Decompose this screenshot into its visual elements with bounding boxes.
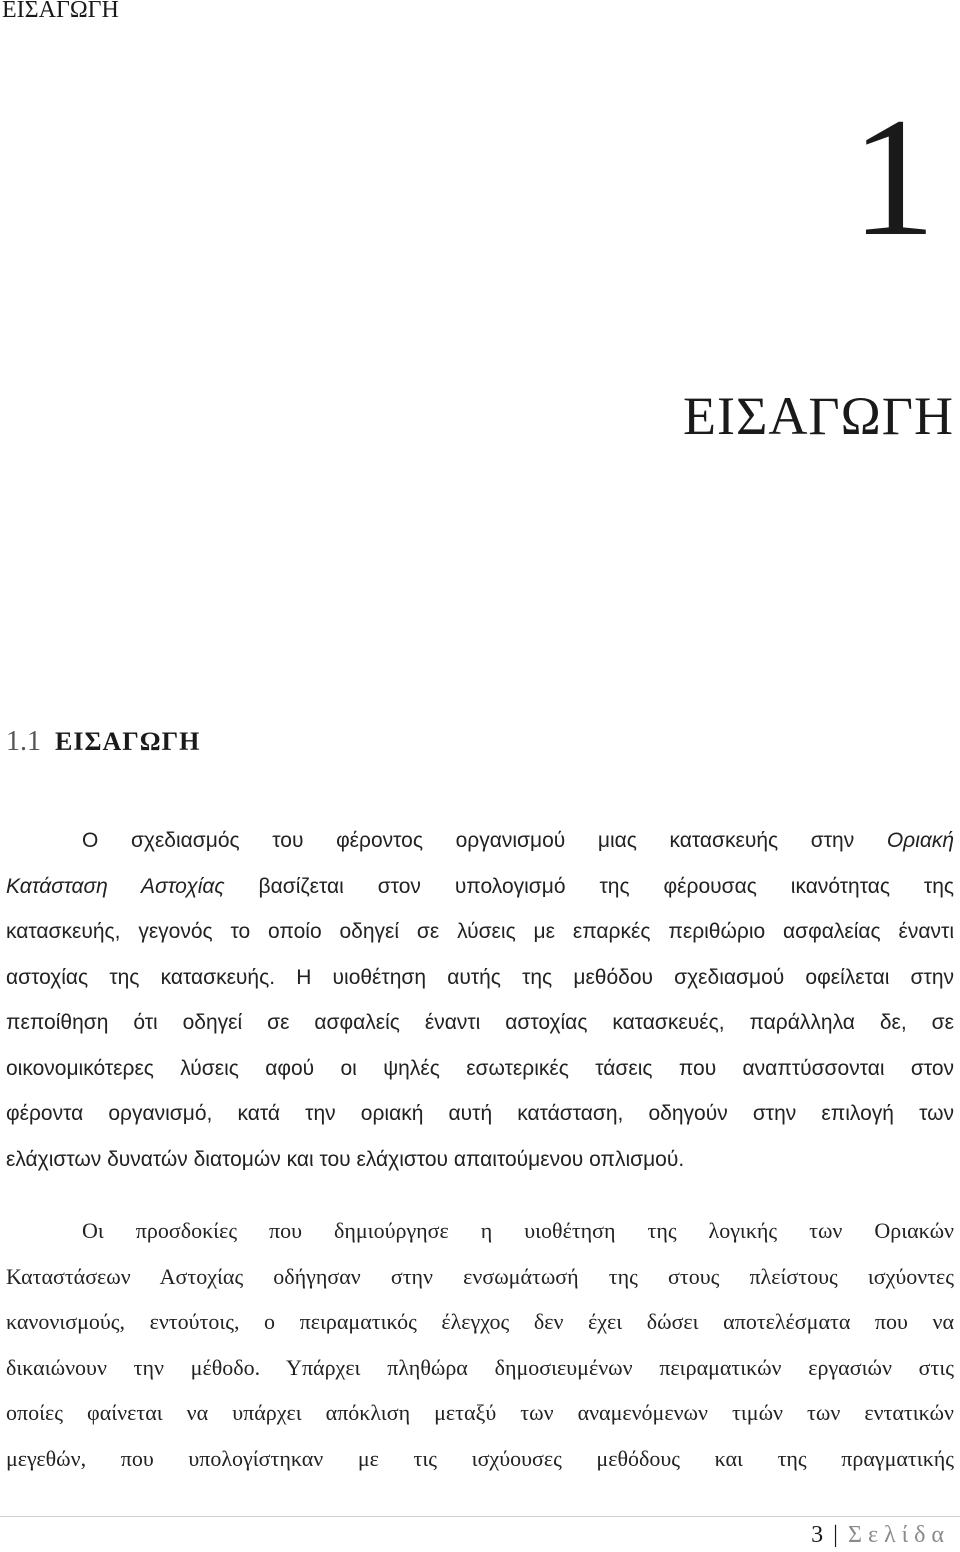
running-header: ΕΙΣΑΓΩΓΗ	[2, 0, 119, 23]
emphasis-text: Κατάσταση Αστοχίας	[6, 874, 225, 898]
paragraph-line	[6, 864, 954, 910]
paragraph-line: ελάχιστων δυνατών διατομών και του ελάχιστου απαιτούμενου οπλισμού.	[6, 1147, 685, 1171]
paragraph-1	[6, 818, 954, 1182]
paragraph-line: κανονισμούς, εντούτοις, ο πειραματικός έλεγχος δεν έχει δώσει αποτελέσματα που να	[6, 1309, 954, 1334]
chapter-title: ΕΙΣΑΓΩΓΗ	[683, 386, 954, 446]
section-heading	[6, 724, 200, 760]
section-number: 1.1	[6, 726, 41, 757]
paragraph-line: δικαιώνουν την μέθοδο. Υπάρχει πληθώρα δημοσιευμένων πειραματικών εργασιών στις	[6, 1354, 954, 1380]
paragraph-line: κατασκευής, γεγονός το οποίο οδηγεί σε λύσεις με επαρκές περιθώριο ασφαλείας έναντι	[6, 920, 954, 943]
paragraph-line: Καταστάσεων Αστοχίας οδήγησαν στην ενσωμάτωσή της στους πλείστους ισχύοντες	[6, 1263, 954, 1289]
page-number: 3	[811, 1522, 824, 1548]
section-title: ΕΙΣΑΓΩΓΗ	[55, 727, 201, 756]
text-run: Οι προσδοκίες που δημιούργησε η υιοθέτηση της λογικής των Οριακών	[82, 1218, 954, 1243]
footer-divider	[0, 1516, 960, 1517]
footer-separator: |	[833, 1522, 838, 1548]
paragraph-line: αστοχίας της κατασκευής. Η υιοθέτηση αυτής της μεθόδου σχεδιασμού οφείλεται στην	[6, 965, 954, 989]
emphasis-text: Οριακή	[886, 829, 954, 852]
text-run: Ο σχεδιασμός του φέροντος οργανισμού μιας κατασκευής στην	[82, 829, 887, 852]
page-label: Σελίδα	[847, 1522, 950, 1548]
chapter-number: 1	[851, 83, 936, 271]
paragraph-line: πεποίθηση ότι οδηγεί σε ασφαλείς έναντι αστοχίας κατασκευές, παράλληλα δε, σε	[6, 1011, 954, 1034]
paragraph-line: οποίες φαίνεται να υπάρχει απόκλιση μεταξύ των αναμενόμενων τιμών των εντατικών	[6, 1400, 954, 1425]
page-footer	[811, 1520, 950, 1550]
paragraph-line: μεγεθών, που υπολογίστηκαν με τις ισχύουσες μεθόδους και της πραγματικής	[6, 1445, 954, 1471]
paragraph-line: φέροντα οργανισμό, κατά την οριακή αυτή κατάσταση, οδηγούν στην επιλογή των	[6, 1102, 954, 1125]
paragraph-line: οικονομικότερες λύσεις αφού οι ψηλές εσωτερικές τάσεις που αναπτύσσονται στον	[6, 1056, 954, 1080]
text-run: βασίζεται στον υπολογισμό της φέρουσας ικανότητας της	[224, 874, 954, 898]
paragraph-line	[6, 1208, 954, 1254]
paragraph-2	[6, 1208, 954, 1481]
paragraph-line	[6, 818, 954, 864]
